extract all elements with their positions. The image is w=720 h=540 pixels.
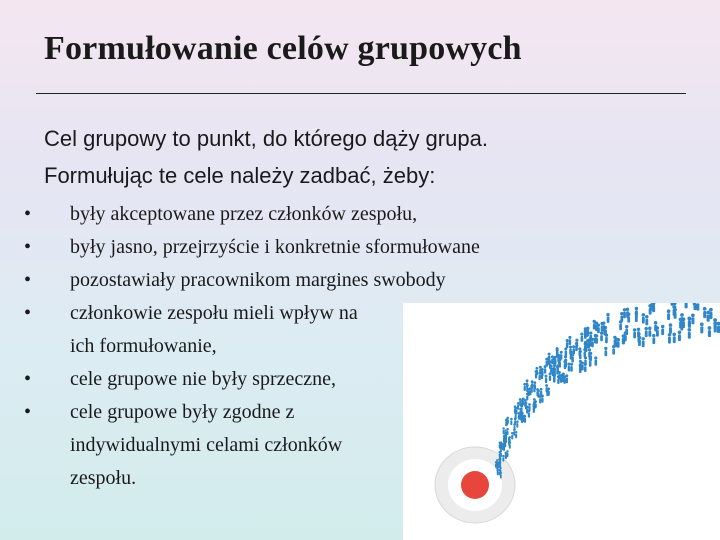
person-body bbox=[622, 338, 625, 344]
person-body bbox=[539, 375, 541, 380]
person-head bbox=[520, 405, 523, 408]
bullet-dot: • bbox=[24, 236, 32, 258]
person-body bbox=[528, 391, 530, 396]
person-body bbox=[511, 435, 513, 440]
person-head bbox=[652, 334, 656, 338]
person-body bbox=[516, 423, 518, 428]
person-head bbox=[626, 308, 629, 311]
person-head bbox=[526, 379, 529, 382]
person-head bbox=[615, 338, 618, 341]
person-head bbox=[709, 308, 713, 312]
person-head bbox=[562, 373, 565, 376]
person-head bbox=[496, 459, 498, 461]
person-body bbox=[688, 332, 691, 339]
person-body bbox=[513, 431, 515, 436]
person-body bbox=[627, 316, 630, 322]
person-head bbox=[575, 339, 578, 342]
person-body bbox=[633, 332, 636, 338]
person-head bbox=[537, 390, 540, 393]
person-body bbox=[678, 334, 681, 341]
person-body bbox=[556, 352, 558, 358]
intro-line-1: Cel grupowy to punkt, do którego dąży grupa. bbox=[44, 126, 488, 151]
person-head bbox=[678, 330, 682, 334]
person-head bbox=[533, 381, 536, 384]
person-body bbox=[625, 329, 628, 335]
person-head bbox=[499, 451, 501, 453]
person-head bbox=[691, 313, 695, 317]
person-head bbox=[579, 350, 582, 353]
person-body bbox=[673, 309, 676, 316]
person-body bbox=[506, 421, 508, 426]
person-head bbox=[688, 317, 692, 321]
person-body bbox=[515, 434, 517, 439]
person-head bbox=[687, 328, 691, 332]
bullet-item bbox=[24, 231, 480, 264]
person-body bbox=[566, 342, 569, 348]
person-head bbox=[553, 374, 556, 377]
person-head bbox=[522, 397, 525, 400]
person-body bbox=[526, 395, 528, 400]
person-body bbox=[570, 366, 572, 372]
bullet-text: cele grupowe nie były sprzeczne, bbox=[70, 368, 336, 390]
bullet-text: członkowie zespołu mieli wpływ na ich formułowanie, bbox=[70, 302, 358, 357]
person-body bbox=[546, 361, 548, 367]
title-divider bbox=[36, 93, 686, 94]
person-body bbox=[500, 446, 502, 450]
person-head bbox=[638, 336, 641, 339]
person-head bbox=[706, 311, 710, 315]
person-body bbox=[703, 311, 706, 318]
person-head bbox=[544, 365, 547, 368]
person-body bbox=[682, 321, 685, 328]
person-head bbox=[581, 361, 584, 364]
person-head bbox=[553, 368, 556, 371]
person-head bbox=[499, 443, 501, 445]
person-head bbox=[533, 384, 536, 387]
person-head bbox=[560, 351, 563, 354]
person-head bbox=[528, 403, 531, 406]
person-body bbox=[688, 321, 691, 328]
bullet-item bbox=[24, 198, 480, 231]
person-body bbox=[502, 457, 504, 461]
person-head bbox=[505, 432, 507, 434]
person-body bbox=[605, 350, 608, 356]
person-body bbox=[524, 418, 526, 423]
person-body bbox=[531, 388, 533, 393]
person-head bbox=[499, 461, 501, 463]
person-body bbox=[550, 368, 552, 374]
person-head bbox=[530, 385, 533, 388]
person-body bbox=[517, 405, 519, 410]
person-body bbox=[540, 391, 542, 396]
person-head bbox=[511, 432, 513, 434]
person-body bbox=[673, 336, 676, 343]
person-body bbox=[524, 386, 526, 391]
person-head bbox=[513, 428, 516, 431]
person-head bbox=[556, 364, 559, 367]
person-head bbox=[553, 357, 556, 360]
person-body bbox=[600, 335, 603, 341]
bullet-item bbox=[24, 396, 410, 495]
person-head bbox=[524, 415, 527, 418]
person-head bbox=[620, 312, 623, 315]
person-body bbox=[642, 341, 645, 347]
person-body bbox=[667, 313, 670, 320]
person-head bbox=[661, 325, 665, 329]
intro-line-2: Formułując te cele należy zadbać, żeby: bbox=[44, 163, 436, 188]
person-head bbox=[580, 333, 583, 336]
person-head bbox=[642, 313, 646, 317]
person-head bbox=[506, 450, 508, 452]
person-head bbox=[569, 346, 572, 349]
crowd-of-people-icon bbox=[495, 303, 720, 479]
person-head bbox=[517, 402, 520, 405]
person-head bbox=[584, 329, 587, 332]
person-body bbox=[514, 408, 516, 413]
person-head bbox=[505, 418, 508, 421]
person-body bbox=[533, 387, 535, 392]
person-head bbox=[514, 418, 517, 421]
person-body bbox=[605, 337, 608, 343]
person-body bbox=[505, 435, 507, 440]
person-head bbox=[604, 326, 607, 329]
person-body bbox=[544, 368, 546, 373]
person-head bbox=[504, 429, 506, 431]
person-head bbox=[713, 318, 717, 322]
person-body bbox=[565, 362, 567, 368]
person-head bbox=[578, 347, 581, 350]
person-head bbox=[597, 324, 600, 327]
person-head bbox=[672, 333, 676, 337]
person-body bbox=[562, 376, 564, 382]
person-head bbox=[539, 366, 542, 369]
person-body bbox=[566, 378, 568, 384]
bullet-dot: • bbox=[24, 302, 32, 324]
person-head bbox=[700, 322, 704, 326]
person-body bbox=[645, 319, 648, 326]
person-body bbox=[669, 327, 672, 334]
person-body bbox=[565, 351, 568, 357]
person-head bbox=[579, 364, 582, 367]
person-body bbox=[553, 377, 555, 382]
person-head bbox=[593, 320, 596, 323]
person-body bbox=[508, 439, 510, 444]
person-body bbox=[507, 453, 509, 457]
person-head bbox=[540, 388, 543, 391]
person-head bbox=[516, 420, 519, 423]
person-body bbox=[522, 400, 524, 405]
person-body bbox=[558, 359, 560, 365]
person-body bbox=[503, 446, 505, 450]
person-body bbox=[573, 349, 576, 355]
person-head bbox=[635, 312, 639, 316]
person-head bbox=[584, 356, 587, 359]
person-body bbox=[546, 387, 548, 392]
person-body bbox=[510, 420, 512, 425]
person-head bbox=[703, 307, 707, 311]
person-head bbox=[564, 359, 567, 362]
person-body bbox=[533, 408, 535, 413]
person-body bbox=[548, 356, 550, 362]
bullet-item bbox=[24, 297, 370, 363]
person-body bbox=[499, 464, 501, 468]
person-head bbox=[534, 400, 537, 403]
person-body bbox=[619, 324, 622, 330]
person-body bbox=[557, 368, 559, 374]
person-head bbox=[508, 436, 510, 438]
person-head bbox=[528, 410, 531, 413]
person-body bbox=[642, 317, 645, 324]
person-body bbox=[500, 474, 502, 478]
person-head bbox=[575, 342, 578, 345]
person-head bbox=[625, 325, 628, 328]
person-body bbox=[652, 338, 655, 345]
person-head bbox=[619, 320, 622, 323]
bullet-dot: • bbox=[24, 203, 32, 225]
person-body bbox=[696, 304, 699, 311]
person-body bbox=[571, 357, 574, 363]
person-body bbox=[584, 360, 587, 366]
person-head bbox=[635, 307, 639, 311]
crowd-arrow-to-target-icon bbox=[403, 303, 720, 540]
crowd-arrow-illustration bbox=[403, 303, 720, 540]
person-head bbox=[602, 322, 605, 325]
person-body bbox=[520, 407, 522, 412]
person-head bbox=[667, 309, 671, 313]
person-body bbox=[607, 317, 610, 323]
person-head bbox=[497, 469, 499, 471]
bullet-dot: • bbox=[24, 269, 32, 291]
person-head bbox=[506, 428, 508, 430]
person-body bbox=[579, 353, 582, 359]
person-head bbox=[571, 353, 574, 356]
person-body bbox=[707, 315, 710, 322]
person-body bbox=[590, 335, 593, 341]
person-head bbox=[627, 312, 630, 315]
bullet-dot: • bbox=[24, 401, 32, 423]
person-head bbox=[500, 472, 502, 474]
person-body bbox=[685, 303, 688, 308]
person-head bbox=[518, 412, 521, 415]
person-head bbox=[523, 383, 526, 386]
person-head bbox=[572, 345, 575, 348]
person-head bbox=[668, 333, 672, 337]
person-head bbox=[594, 356, 597, 359]
person-body bbox=[535, 373, 537, 378]
person-body bbox=[595, 338, 598, 344]
person-body bbox=[593, 323, 596, 329]
slide-title: Formułowanie celów grupowych bbox=[44, 30, 522, 67]
person-body bbox=[553, 360, 555, 366]
person-body bbox=[615, 341, 618, 347]
person-body bbox=[671, 303, 674, 306]
person-head bbox=[513, 423, 516, 426]
bullet-text: pozostawiały pracownikom margines swobody bbox=[70, 269, 446, 291]
target-center-icon bbox=[461, 471, 489, 499]
person-head bbox=[565, 374, 568, 377]
person-head bbox=[583, 348, 586, 351]
person-body bbox=[497, 471, 499, 475]
person-head bbox=[595, 334, 598, 337]
person-body bbox=[539, 398, 541, 403]
person-body bbox=[586, 342, 589, 348]
person-body bbox=[584, 366, 587, 372]
person-body bbox=[661, 329, 664, 336]
person-head bbox=[604, 347, 607, 350]
person-head bbox=[567, 363, 570, 366]
person-body bbox=[581, 336, 584, 342]
person-head bbox=[503, 441, 505, 443]
person-body bbox=[635, 316, 638, 323]
person-body bbox=[597, 327, 600, 333]
person-head bbox=[503, 444, 505, 446]
person-head bbox=[648, 326, 652, 330]
person-head bbox=[568, 336, 571, 339]
person-body bbox=[679, 322, 682, 329]
person-head bbox=[589, 352, 592, 355]
person-head bbox=[600, 332, 603, 335]
person-head bbox=[538, 372, 541, 375]
person-head bbox=[680, 313, 684, 317]
person-body bbox=[549, 376, 551, 381]
person-head bbox=[708, 326, 712, 330]
person-body bbox=[537, 393, 539, 398]
person-head bbox=[637, 333, 640, 336]
person-head bbox=[505, 452, 507, 454]
person-body bbox=[579, 367, 582, 373]
person-head bbox=[669, 323, 673, 327]
person-body bbox=[521, 414, 523, 419]
person-body bbox=[714, 322, 717, 329]
person-head bbox=[545, 375, 548, 378]
person-body bbox=[584, 333, 587, 339]
person-head bbox=[673, 303, 677, 305]
person-head bbox=[510, 418, 513, 421]
person-head bbox=[606, 313, 609, 316]
person-head bbox=[564, 347, 567, 350]
person-body bbox=[589, 355, 592, 361]
person-body bbox=[691, 317, 694, 324]
person-head bbox=[623, 308, 626, 311]
person-body bbox=[656, 330, 659, 337]
bullet-text: były jasno, przejrzyście i konkretnie sformułowane bbox=[70, 236, 480, 258]
person-body bbox=[700, 326, 703, 333]
person-head bbox=[548, 353, 551, 356]
person-body bbox=[535, 403, 537, 408]
person-head bbox=[566, 339, 569, 342]
person-body bbox=[595, 360, 598, 366]
person-body bbox=[499, 454, 501, 458]
person-body bbox=[505, 455, 507, 459]
person-head bbox=[656, 326, 660, 330]
person-body bbox=[569, 349, 572, 355]
person-head bbox=[525, 401, 528, 404]
person-body bbox=[650, 304, 653, 311]
person-head bbox=[637, 328, 640, 331]
bullet-item bbox=[24, 363, 400, 396]
person-body bbox=[568, 366, 570, 372]
person-body bbox=[612, 349, 615, 355]
person-head bbox=[550, 365, 553, 368]
person-head bbox=[535, 370, 538, 373]
person-body bbox=[645, 331, 648, 338]
person-head bbox=[570, 363, 573, 366]
person-body bbox=[591, 341, 594, 347]
person-head bbox=[672, 305, 676, 309]
bullet-text: cele grupowe były zgodne z indywidualnymi celami członków zespołu. bbox=[70, 401, 343, 489]
person-head bbox=[514, 405, 517, 408]
person-body bbox=[589, 361, 592, 367]
person-body bbox=[623, 312, 626, 318]
person-head bbox=[526, 384, 529, 387]
person-body bbox=[648, 330, 651, 337]
person-body bbox=[668, 337, 671, 344]
person-body bbox=[708, 330, 711, 337]
person-head bbox=[502, 455, 504, 457]
person-body bbox=[638, 340, 641, 346]
person-head bbox=[535, 367, 538, 370]
person-head bbox=[589, 331, 592, 334]
person-head bbox=[612, 345, 615, 348]
person-head bbox=[527, 388, 530, 391]
person-head bbox=[541, 368, 544, 371]
person-body bbox=[541, 374, 543, 379]
person-head bbox=[586, 339, 589, 342]
bullet-text: były akceptowane przez członków zespołu, bbox=[70, 203, 418, 225]
person-body bbox=[569, 339, 572, 345]
person-head bbox=[679, 318, 683, 322]
person-head bbox=[495, 461, 497, 463]
person-body bbox=[541, 398, 543, 403]
person-head bbox=[556, 349, 559, 352]
person-head bbox=[622, 334, 625, 337]
person-body bbox=[560, 377, 562, 383]
person-body bbox=[604, 329, 607, 335]
person-head bbox=[641, 337, 644, 340]
person-body bbox=[528, 413, 530, 418]
person-head bbox=[531, 380, 534, 383]
person-body bbox=[545, 378, 547, 383]
bullet-dot: • bbox=[24, 368, 32, 390]
person-head bbox=[654, 321, 658, 325]
person-head bbox=[502, 427, 504, 429]
bullet-item bbox=[24, 264, 480, 297]
person-body bbox=[503, 430, 505, 435]
person-body bbox=[694, 303, 697, 310]
person-body bbox=[495, 464, 497, 468]
person-body bbox=[575, 345, 578, 351]
person-body bbox=[525, 404, 527, 409]
person-head bbox=[645, 315, 649, 319]
person-head bbox=[633, 328, 636, 331]
person-head bbox=[644, 327, 647, 330]
intro-text bbox=[44, 120, 488, 194]
person-head bbox=[545, 384, 548, 387]
person-body bbox=[518, 415, 520, 420]
person-head bbox=[588, 348, 591, 351]
